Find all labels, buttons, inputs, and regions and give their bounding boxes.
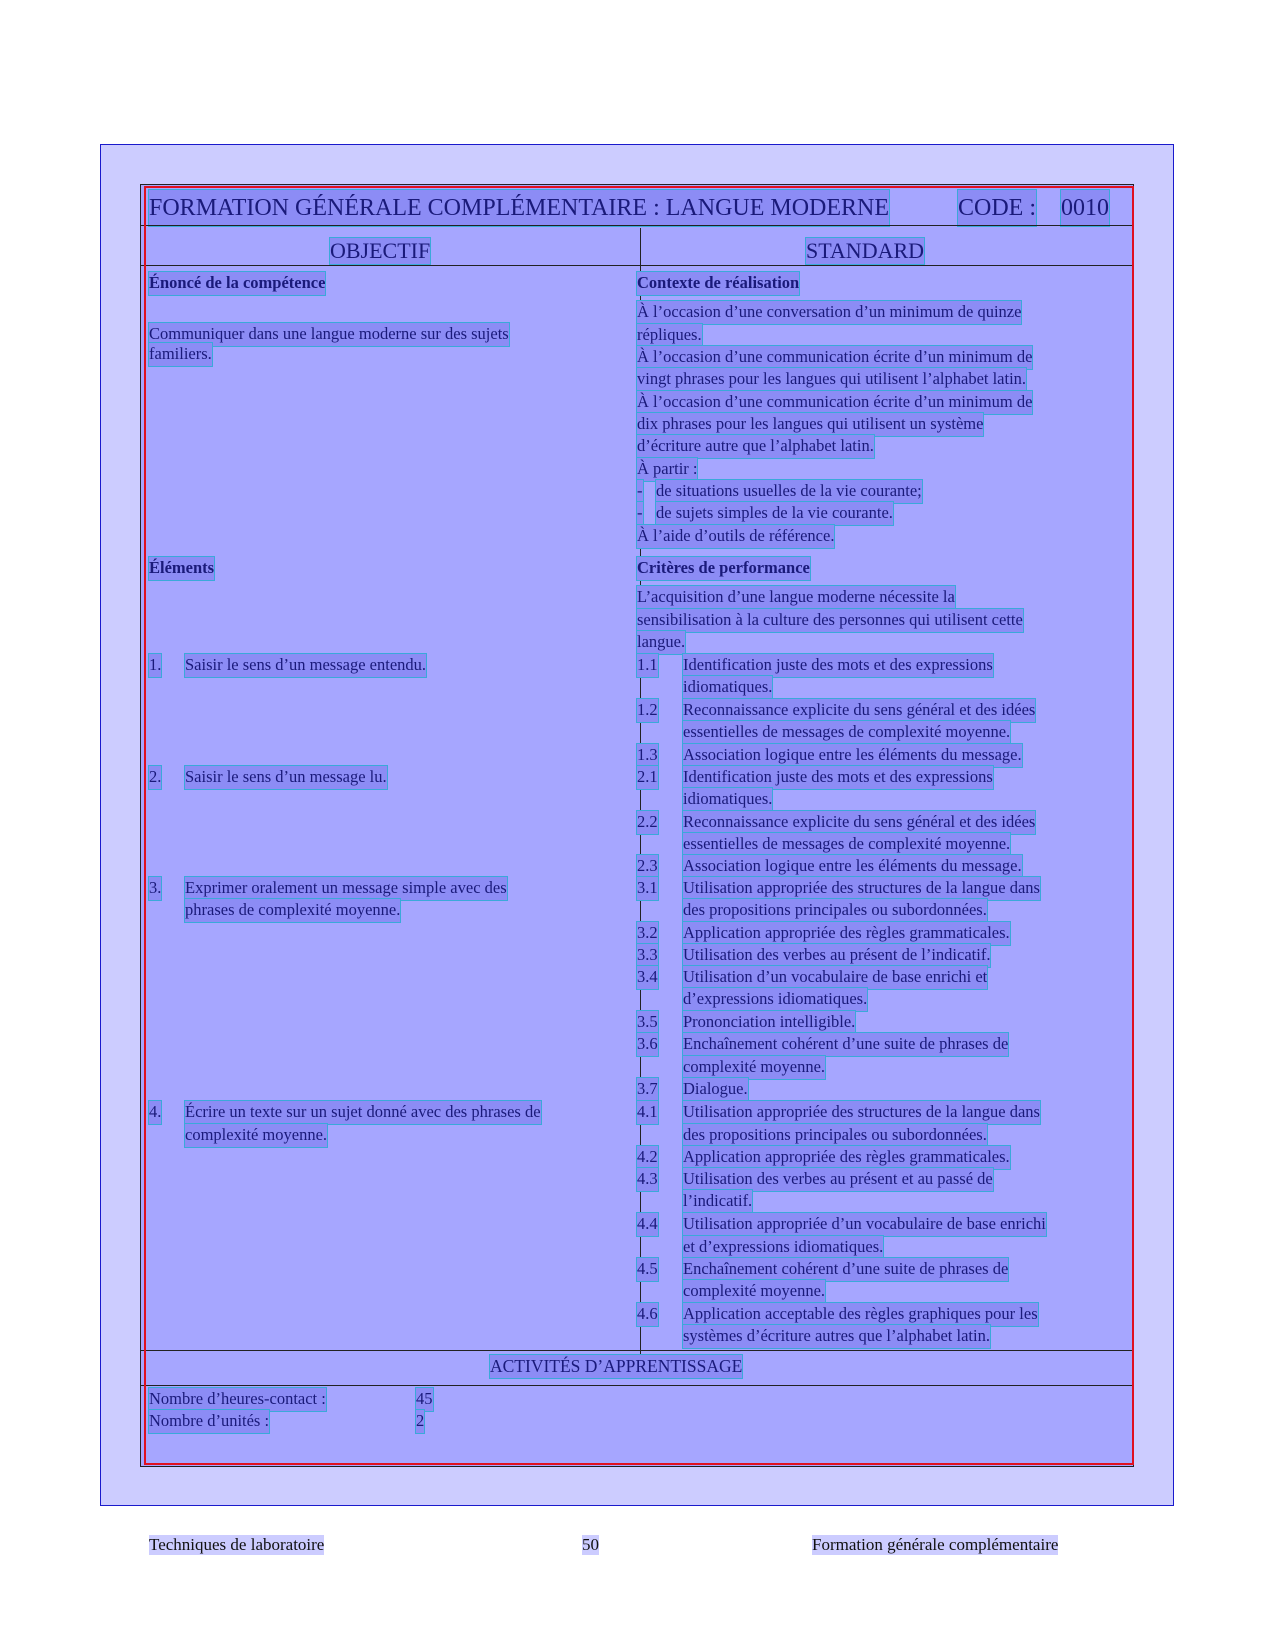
criteria-intro-line: L’acquisition d’une langue moderne nécessite la bbox=[637, 586, 955, 609]
criterion-number: 4.2 bbox=[637, 1146, 658, 1169]
context-heading: Contexte de réalisation bbox=[637, 272, 799, 295]
criterion-number: 2.2 bbox=[637, 811, 658, 834]
criterion-text: des propositions principales ou subordonnées. bbox=[683, 899, 987, 922]
criterion-text: Enchaînement cohérent d’une suite de phrases de bbox=[683, 1033, 1008, 1056]
context-line: À l’occasion d’une communication écrite d’un minimum de bbox=[637, 346, 1032, 369]
criterion-text: Application appropriée des règles grammaticales. bbox=[683, 1146, 1010, 1169]
column-standard: STANDARD bbox=[806, 238, 925, 263]
criterion-number: 3.5 bbox=[637, 1011, 658, 1034]
criterion-number: 3.7 bbox=[637, 1078, 658, 1101]
criterion-text: Utilisation appropriée des structures de la langue dans bbox=[683, 1101, 1040, 1124]
criterion-number: 4.1 bbox=[637, 1101, 658, 1124]
activities-bottom-divider bbox=[140, 1385, 1134, 1386]
competence-heading: Énoncé de la compétence bbox=[149, 272, 325, 295]
element-text: Saisir le sens d’un message lu. bbox=[185, 766, 387, 789]
criterion-text: Utilisation d’un vocabulaire de base enrichi et bbox=[683, 966, 987, 989]
criterion-number: 2.3 bbox=[637, 855, 658, 878]
context-line: À l’occasion d’une conversation d’un minimum de quinze bbox=[637, 301, 1021, 324]
criterion-text: essentielles de messages de complexité moyenne. bbox=[683, 833, 1010, 856]
criterion-text: Utilisation des verbes au présent de l’indicatif. bbox=[683, 944, 990, 967]
criterion-text: complexité moyenne. bbox=[683, 1280, 825, 1303]
criteria-intro-line: sensibilisation à la culture des personnes qui utilisent cette bbox=[637, 609, 1023, 632]
units-label: Nombre d’unités : bbox=[149, 1410, 269, 1433]
competence-line: Communiquer dans une langue moderne sur des sujets bbox=[149, 323, 509, 346]
criterion-text: complexité moyenne. bbox=[683, 1056, 825, 1079]
criterion-number: 3.4 bbox=[637, 966, 658, 989]
criterion-text: Identification juste des mots et des expressions bbox=[683, 654, 993, 677]
criterion-number: 1.3 bbox=[637, 744, 658, 767]
element-number: 1. bbox=[149, 654, 161, 677]
elements-heading: Éléments bbox=[149, 557, 214, 580]
criterion-text: Utilisation appropriée d’un vocabulaire de base enrichi bbox=[683, 1213, 1046, 1236]
units-value: 2 bbox=[416, 1410, 424, 1433]
criterion-text: des propositions principales ou subordonnées. bbox=[683, 1124, 987, 1147]
column-objectif: OBJECTIF bbox=[330, 238, 431, 263]
activities-heading: ACTIVITÉS D’APPRENTISSAGE bbox=[490, 1356, 743, 1376]
page-title: FORMATION GÉNÉRALE COMPLÉMENTAIRE : LANGUE MODERNE bbox=[149, 190, 889, 226]
header-divider bbox=[140, 225, 1134, 226]
criterion-text: Association logique entre les éléments du message. bbox=[683, 855, 1022, 878]
code-value: 0010 bbox=[1061, 190, 1109, 226]
context-bullet: - bbox=[637, 502, 643, 525]
criterion-text: idiomatiques. bbox=[683, 788, 772, 811]
criterion-text: Reconnaissance explicite du sens général et des idées bbox=[683, 699, 1035, 722]
element-number: 3. bbox=[149, 877, 161, 900]
column-header-divider bbox=[140, 265, 1134, 266]
element-number: 4. bbox=[149, 1101, 161, 1124]
criterion-number: 2.1 bbox=[637, 766, 658, 789]
criterion-number: 4.4 bbox=[637, 1213, 658, 1236]
criterion-text: et d’expressions idiomatiques. bbox=[683, 1236, 883, 1259]
criterion-text: Identification juste des mots et des expressions bbox=[683, 766, 993, 789]
context-line: de situations usuelles de la vie courante; bbox=[656, 480, 922, 503]
criterion-number: 3.6 bbox=[637, 1033, 658, 1056]
criterion-number: 4.5 bbox=[637, 1258, 658, 1281]
element-text: Écrire un texte sur un sujet donné avec des phrases de bbox=[185, 1101, 541, 1124]
hours-label: Nombre d’heures-contact : bbox=[149, 1388, 326, 1411]
criterion-text: Reconnaissance explicite du sens général et des idées bbox=[683, 811, 1035, 834]
footer-right: Formation générale complémentaire bbox=[812, 1535, 1059, 1554]
criterion-text: Application acceptable des règles graphiques pour les bbox=[683, 1303, 1038, 1326]
context-line: de sujets simples de la vie courante. bbox=[656, 502, 893, 525]
criterion-number: 1.1 bbox=[637, 654, 658, 677]
criterion-number: 1.2 bbox=[637, 699, 658, 722]
hours-value: 45 bbox=[416, 1388, 433, 1411]
criterion-text: Utilisation des verbes au présent et au passé de bbox=[683, 1168, 993, 1191]
element-text: Exprimer oralement un message simple avec des bbox=[185, 877, 507, 900]
criterion-text: l’indicatif. bbox=[683, 1190, 752, 1213]
criterion-text: Application appropriée des règles grammaticales. bbox=[683, 922, 1010, 945]
context-line: À partir : bbox=[637, 458, 697, 481]
criteria-heading: Critères de performance bbox=[637, 557, 810, 580]
context-line: répliques. bbox=[637, 324, 702, 347]
context-bullet: - bbox=[637, 480, 643, 503]
code-label: CODE : bbox=[958, 190, 1036, 226]
element-text: Saisir le sens d’un message entendu. bbox=[185, 654, 426, 677]
footer-left: Techniques de laboratoire bbox=[149, 1535, 325, 1554]
context-line: À l’occasion d’une communication écrite d’un minimum de bbox=[637, 391, 1032, 414]
criteria-intro-line: langue. bbox=[637, 631, 685, 654]
page-number: 50 bbox=[582, 1535, 599, 1554]
criterion-text: essentielles de messages de complexité moyenne. bbox=[683, 721, 1010, 744]
criterion-number: 4.3 bbox=[637, 1168, 658, 1191]
criterion-text: Prononciation intelligible. bbox=[683, 1011, 855, 1034]
element-text: complexité moyenne. bbox=[185, 1124, 327, 1147]
criterion-text: Dialogue. bbox=[683, 1078, 748, 1101]
criterion-text: d’expressions idiomatiques. bbox=[683, 988, 867, 1011]
criterion-number: 4.6 bbox=[637, 1303, 658, 1326]
context-line: À l’aide d’outils de référence. bbox=[637, 525, 834, 548]
activities-top-divider bbox=[140, 1350, 1134, 1351]
context-line: d’écriture autre que l’alphabet latin. bbox=[637, 435, 874, 458]
criterion-number: 3.1 bbox=[637, 877, 658, 900]
criterion-text: systèmes d’écriture autres que l’alphabet latin. bbox=[683, 1325, 990, 1348]
criterion-text: Utilisation appropriée des structures de la langue dans bbox=[683, 877, 1040, 900]
criterion-number: 3.3 bbox=[637, 944, 658, 967]
criterion-text: Enchaînement cohérent d’une suite de phrases de bbox=[683, 1258, 1008, 1281]
competence-line: familiers. bbox=[149, 343, 212, 366]
criterion-text: Association logique entre les éléments du message. bbox=[683, 744, 1022, 767]
context-line: dix phrases pour les langues qui utilisent un système bbox=[637, 413, 983, 436]
criterion-number: 3.2 bbox=[637, 922, 658, 945]
criterion-text: idiomatiques. bbox=[683, 676, 772, 699]
element-number: 2. bbox=[149, 766, 161, 789]
context-line: vingt phrases pour les langues qui utilisent l’alphabet latin. bbox=[637, 368, 1026, 391]
element-text: phrases de complexité moyenne. bbox=[185, 899, 400, 922]
